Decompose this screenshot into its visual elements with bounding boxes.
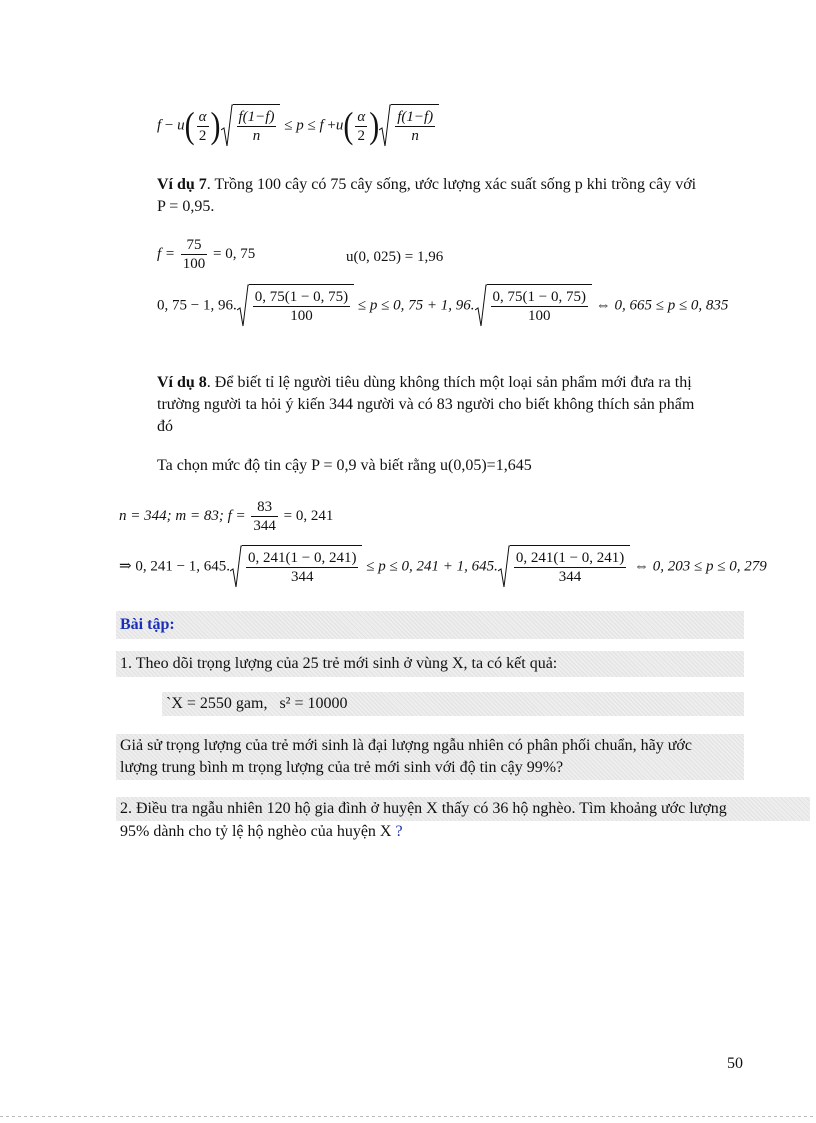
exercises-title-block — [116, 611, 744, 639]
exercise1-data-block: `X = 2550 gam, s² = 10000 — [162, 692, 744, 716]
sqrt-sign: $\frac{0, 75(1 - 0, 75)}{100}$ — [237, 284, 354, 328]
sqrt-sign: $\frac{0, 75(1 - 0, 75)}{100}$ — [475, 284, 592, 328]
example8-label: Ví dụ 8 — [157, 374, 207, 391]
sqrt-sign: $\frac{f(1-f)}{n}$ — [221, 104, 281, 148]
exercise1-question-block: Giả sử trọng lượng của trẻ mới sinh là đại lượng ngẫu nhiên có phân phối chuẩn, hãy ước lượng trung bình m trọng lượng của trẻ mới sinh với độ tin cậy 99%? — [116, 734, 744, 780]
exercise2-line2: 95% dành cho tỷ lệ hộ nghèo của huyện X ? — [120, 823, 403, 840]
example7-f-equation: f = $\frac{75}{100}$ = 0, 75 — [157, 237, 256, 272]
example7-interval: 0, 75 − 1, 96. $\frac{0, 75(1 - 0, 75)}{100}$ ≤ p ≤ 0, 75 + 1, 96. $\frac{0, 75(1 - 0, 75)}{100}$ ⇔ 0, 665 ≤ p ≤ 0, 835 — [157, 284, 728, 328]
sqrt-sign: $\frac{f(1-f)}{n}$ — [379, 104, 439, 148]
exercise1-block: 1. Theo dõi trọng lượng của 25 trẻ mới sinh ở vùng X, ta có kết quả: — [116, 651, 744, 677]
example7-u-value: u(0, 025) = 1,96 — [346, 249, 444, 265]
example7-label: Ví dụ 7 — [157, 176, 207, 193]
exercises-title: Bài tập: — [120, 616, 175, 633]
page-number: 50 — [727, 1055, 743, 1072]
example7-text: Ví dụ 7. Trồng 100 cây có 75 cây sống, ước lượng xác suất sống p khi trồng cây với P = 0,95. — [157, 176, 697, 215]
interval-formula: f − u( $\frac{\alpha}{2}$ ) $\frac{f(1-f)}{n}$ ≤ p ≤ f +u( $\frac{\alpha}{2}$ ) $\frac{f(1-f)}{n}$ — [157, 104, 439, 148]
sqrt-sign: $\frac{0, 241(1 - 0, 241)}{344}$ — [230, 545, 362, 589]
example8-text: Ví dụ 8. Để biết tỉ lệ người tiêu dùng không thích một loại sản phẩm mới đưa ra thị trường người ta hỏi ý kiến 344 người và có 83 người cho biết không thích sản phẩm đó — [157, 374, 695, 435]
bottom-dotted-line — [0, 1116, 816, 1117]
example8-f-equation: n = 344; m = 83; f = $\frac{83}{344}$ = 0, 241 — [119, 499, 334, 534]
example8-confidence: Ta chọn mức độ tin cậy P = 0,9 và biết rằng u(0,05)=1,645 — [157, 457, 532, 474]
exercise2-block: 2. Điều tra ngẫu nhiên 120 hộ gia đình ở huyện X thấy có 36 hộ nghèo. Tìm khoảng ước lượng — [116, 797, 810, 821]
example8-interval: ⇒ 0, 241 − 1, 645. $\frac{0, 241(1 - 0, 241)}{344}$ ≤ p ≤ 0, 241 + 1, 645. $\frac{0, 241(1 - 0, 241)}{344}$ ⇔ 0, 203 ≤ p ≤ 0, 279 — [119, 545, 767, 589]
sqrt-sign: $\frac{0, 241(1 - 0, 241)}{344}$ — [498, 545, 630, 589]
